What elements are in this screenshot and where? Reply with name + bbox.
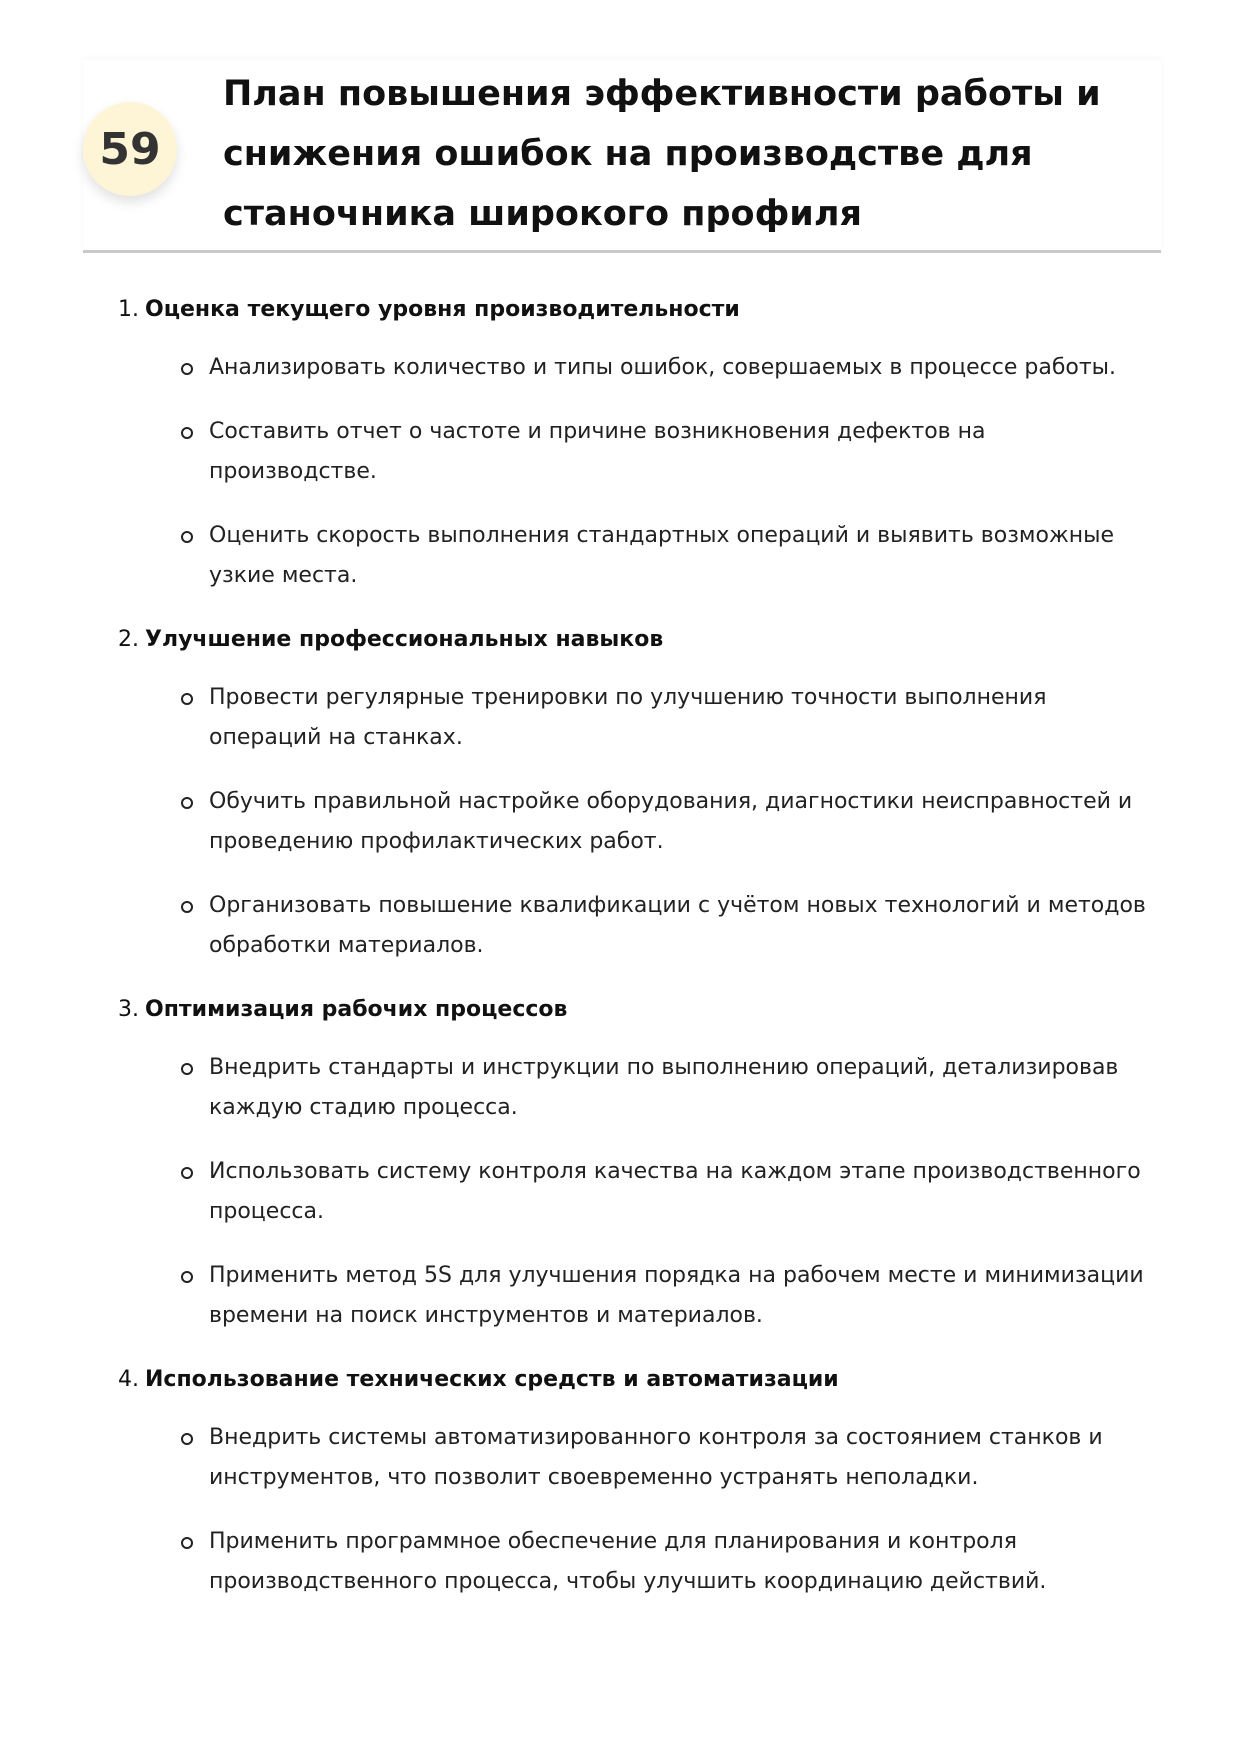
page-number-badge: 59: [83, 102, 177, 196]
list-item: [118, 678, 1158, 758]
list-item: [118, 782, 1158, 862]
circle-bullet-icon: [181, 901, 193, 913]
list-item-text: Использовать систему контроля качества на каждом этапе производственного процесса.: [209, 1159, 1141, 1224]
section-item-list: [118, 678, 1158, 966]
list-item: [118, 1152, 1158, 1232]
circle-bullet-icon: [181, 1537, 193, 1549]
list-item: [118, 412, 1158, 492]
section-number: 3.: [118, 997, 139, 1022]
circle-bullet-icon: [181, 1063, 193, 1075]
list-item-text: Обучить правильной настройке оборудования, диагностики неисправностей и проведению профилактических работ.: [209, 789, 1133, 854]
section-title: Оптимизация рабочих процессов: [145, 997, 568, 1022]
circle-bullet-icon: [181, 1271, 193, 1283]
list-item-text: Применить метод 5S для улучшения порядка на рабочем месте и минимизации времени на поиск инструментов и материалов.: [209, 1263, 1144, 1328]
circle-bullet-icon: [181, 1167, 193, 1179]
list-item-text: Организовать повышение квалификации с учётом новых технологий и методов обработки материалов.: [209, 893, 1146, 958]
list-item: [118, 348, 1158, 388]
plan-content: [118, 290, 1158, 1626]
list-item-text: Анализировать количество и типы ошибок, совершаемых в процессе работы.: [209, 355, 1117, 380]
section-3: [118, 990, 1158, 1336]
list-item: [118, 886, 1158, 966]
section-title: Оценка текущего уровня производительности: [145, 297, 740, 322]
list-item-text: Составить отчет о частоте и причине возникновения дефектов на производстве.: [209, 419, 986, 484]
section-item-list: [118, 1418, 1158, 1602]
list-item-text: Провести регулярные тренировки по улучшению точности выполнения операций на станках.: [209, 685, 1047, 750]
section-heading: [118, 1360, 1158, 1400]
list-item: [118, 1522, 1158, 1602]
list-item-text: Применить программное обеспечение для планирования и контроля производственного процесса, чтобы улучшить координацию действий.: [209, 1529, 1047, 1594]
list-item-text: Внедрить стандарты и инструкции по выполнению операций, детализировав каждую стадию процесса.: [209, 1055, 1119, 1120]
section-heading: [118, 620, 1158, 660]
section-number: 1.: [118, 297, 139, 322]
page-header: [83, 60, 1161, 253]
list-item: [118, 1256, 1158, 1336]
circle-bullet-icon: [181, 363, 193, 375]
section-title: Использование технических средств и автоматизации: [145, 1367, 839, 1392]
section-item-list: [118, 348, 1158, 596]
section-number: 4.: [118, 1367, 139, 1392]
list-item-text: Внедрить системы автоматизированного контроля за состоянием станков и инструментов, что позволит своевременно устранять неполадки.: [209, 1425, 1103, 1490]
circle-bullet-icon: [181, 427, 193, 439]
section-title: Улучшение профессиональных навыков: [145, 627, 664, 652]
section-heading: [118, 990, 1158, 1030]
circle-bullet-icon: [181, 531, 193, 543]
circle-bullet-icon: [181, 797, 193, 809]
page-title: План повышения эффективности работы и снижения ошибок на производстве для станочника широкого профиля: [223, 74, 1101, 234]
section-2: [118, 620, 1158, 966]
list-item: [118, 1048, 1158, 1128]
circle-bullet-icon: [181, 1433, 193, 1445]
list-item: [118, 516, 1158, 596]
list-item: [118, 1418, 1158, 1498]
section-number: 2.: [118, 627, 139, 652]
circle-bullet-icon: [181, 693, 193, 705]
section-heading: [118, 290, 1158, 330]
list-item-text: Оценить скорость выполнения стандартных операций и выявить возможные узкие места.: [209, 523, 1115, 588]
section-1: [118, 290, 1158, 596]
section-item-list: [118, 1048, 1158, 1336]
section-4: [118, 1360, 1158, 1602]
